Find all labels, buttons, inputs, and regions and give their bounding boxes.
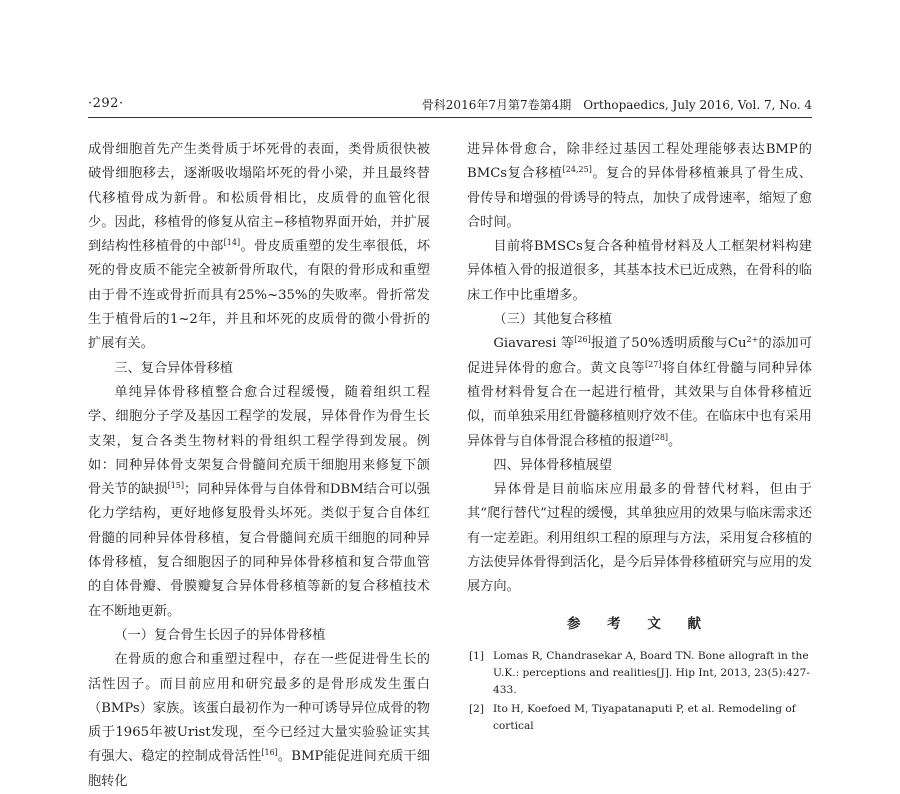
right-paragraph-1: 进异体骨愈合，除非经过基因工程处理能够表达BMP的BMCs复合移植[24,25]。复合的异体骨移植兼具了骨生成、骨传导和增强的骨诱导的特点，加快了成骨速率，缩短了愈合时间。 <box>467 142 812 230</box>
reference-text: Lomas R, Chandrasekar A, Board TN. Bone allograft in the U.K.: perceptions and realities[J]. Hip Int, 2013, 23(5):427-433. <box>493 649 810 696</box>
subsection-heading-3: （三）其他复合移植 <box>493 312 613 328</box>
citation: [28] <box>651 432 669 442</box>
running-header <box>0 96 900 116</box>
citation: [26] <box>574 335 591 345</box>
section-heading-3: 三、复合异体骨移植 <box>114 360 234 376</box>
header-rule <box>88 117 812 118</box>
right-paragraph-4: 异体骨是目前临床应用最多的骨替代材料，但由于其“爬行替代”过程的缓慢，其单独应用的效果与临床需求还有一定差距。利用组织工程的原理与方法，采用复合移植的方法使异体骨得到活化，是今后异体骨移植研究与应用的发展方向。 <box>467 482 812 595</box>
superscript: 2+ <box>746 335 759 345</box>
right-paragraph-2: 目前将BMSCs复合各种植骨材料及人工框架材料构建异体植入骨的报道很多，其基本技术已近成熟，在骨科的临床工作中比重增多。 <box>467 239 812 303</box>
references-title: 参 考 文 献 <box>566 615 713 632</box>
reference-number: [2] <box>469 702 485 715</box>
citation: [15] <box>167 481 185 491</box>
left-column <box>88 138 430 794</box>
page-number: ·292· <box>88 96 124 111</box>
reference-text: Ito H, Koefoed M, Tiyapatanaputi P, et al. Remodeling of cortical <box>493 702 796 732</box>
citation: [16] <box>261 748 278 758</box>
subsection-heading-1: （一）复合骨生长因子的异体骨移植 <box>114 627 326 643</box>
reference-list <box>467 648 812 735</box>
left-paragraph-2: 单纯异体骨移植整合愈合过程缓慢，随着组织工程学、细胞分子学及基因工程学的发展，异体骨作为骨生长支架，复合各类生物材料的骨组织工程学得到发展。例如：同种异体骨支架复合骨髓间充质干细胞用来修复下颌骨关节的缺损[15]；同种异体骨与自体骨和DBM结合可以强化力学结构，更好地修复股骨头坏死。类似于复合自体红骨髓的同种异体骨移植，复合骨髓间充质干细胞的同种异体骨移植，复合细胞因子的同种异体骨移植和复合带血管的自体骨瓣、骨膜瓣复合异体骨移植等新的复合移植技术在不断地更新。 <box>88 384 430 619</box>
reference-item <box>467 648 812 699</box>
section-heading-4: 四、异体骨移植展望 <box>493 457 613 473</box>
citation: [24,25] <box>562 165 592 175</box>
left-paragraph-3: 在骨质的愈合和重塑过程中，存在一些促进骨生长的活性因子。而目前应用和研究最多的是骨形成发生蛋白（BMPs）家族。该蛋白最初作为一种可诱导异位成骨的物质于1965年被Urist发现，至今已经过大量实验验证实其有强大、稳定的控制成骨活性[16]。BMP能促进间充质干细胞转化 <box>88 652 431 789</box>
right-paragraph-3: Giavaresi 等[26]报道了50%透明质酸与$Cu^{2+}$的添加可促进异体骨的愈合。黄文良等[27]将自体红骨髓与同种异体植骨材料骨复合在一起进行植骨，其效果与自体骨移植近似，而单独采用红骨髓移植则疗效不佳。在临床中也有采用异体骨与自体骨混合移植的报道[28]。 <box>467 335 813 449</box>
reference-item <box>467 701 812 735</box>
journal-info: 骨科2016年7月第7卷第4期 Orthopaedics, July 2016, Vol. 7, No. 4 <box>421 98 812 112</box>
reference-number: [1] <box>469 649 485 662</box>
citation: [27] <box>644 359 662 369</box>
left-paragraph-1: 成骨细胞首先产生类骨质于坏死骨的表面，类骨质很快被破骨细胞移去，逐渐吸收塌陷坏死的骨小梁，并且最终替代移植骨成为新骨。和松质骨相比，皮质骨的血管化很少。因此，移植骨的修复从宿主−移植物界面开始，并扩展到结构性移植骨的中部[14]。骨皮质重塑的发生率很低，坏死的骨皮质不能完全被新骨所取代，有限的骨形成和重塑由于骨不连或骨折而具有25%~35%的失败率。骨折常发生于植骨后的1~2年，并且和坏死的皮质骨的微小骨折的扩展有关。 <box>88 142 431 352</box>
citation: [14] <box>223 238 241 248</box>
right-column <box>467 138 812 737</box>
